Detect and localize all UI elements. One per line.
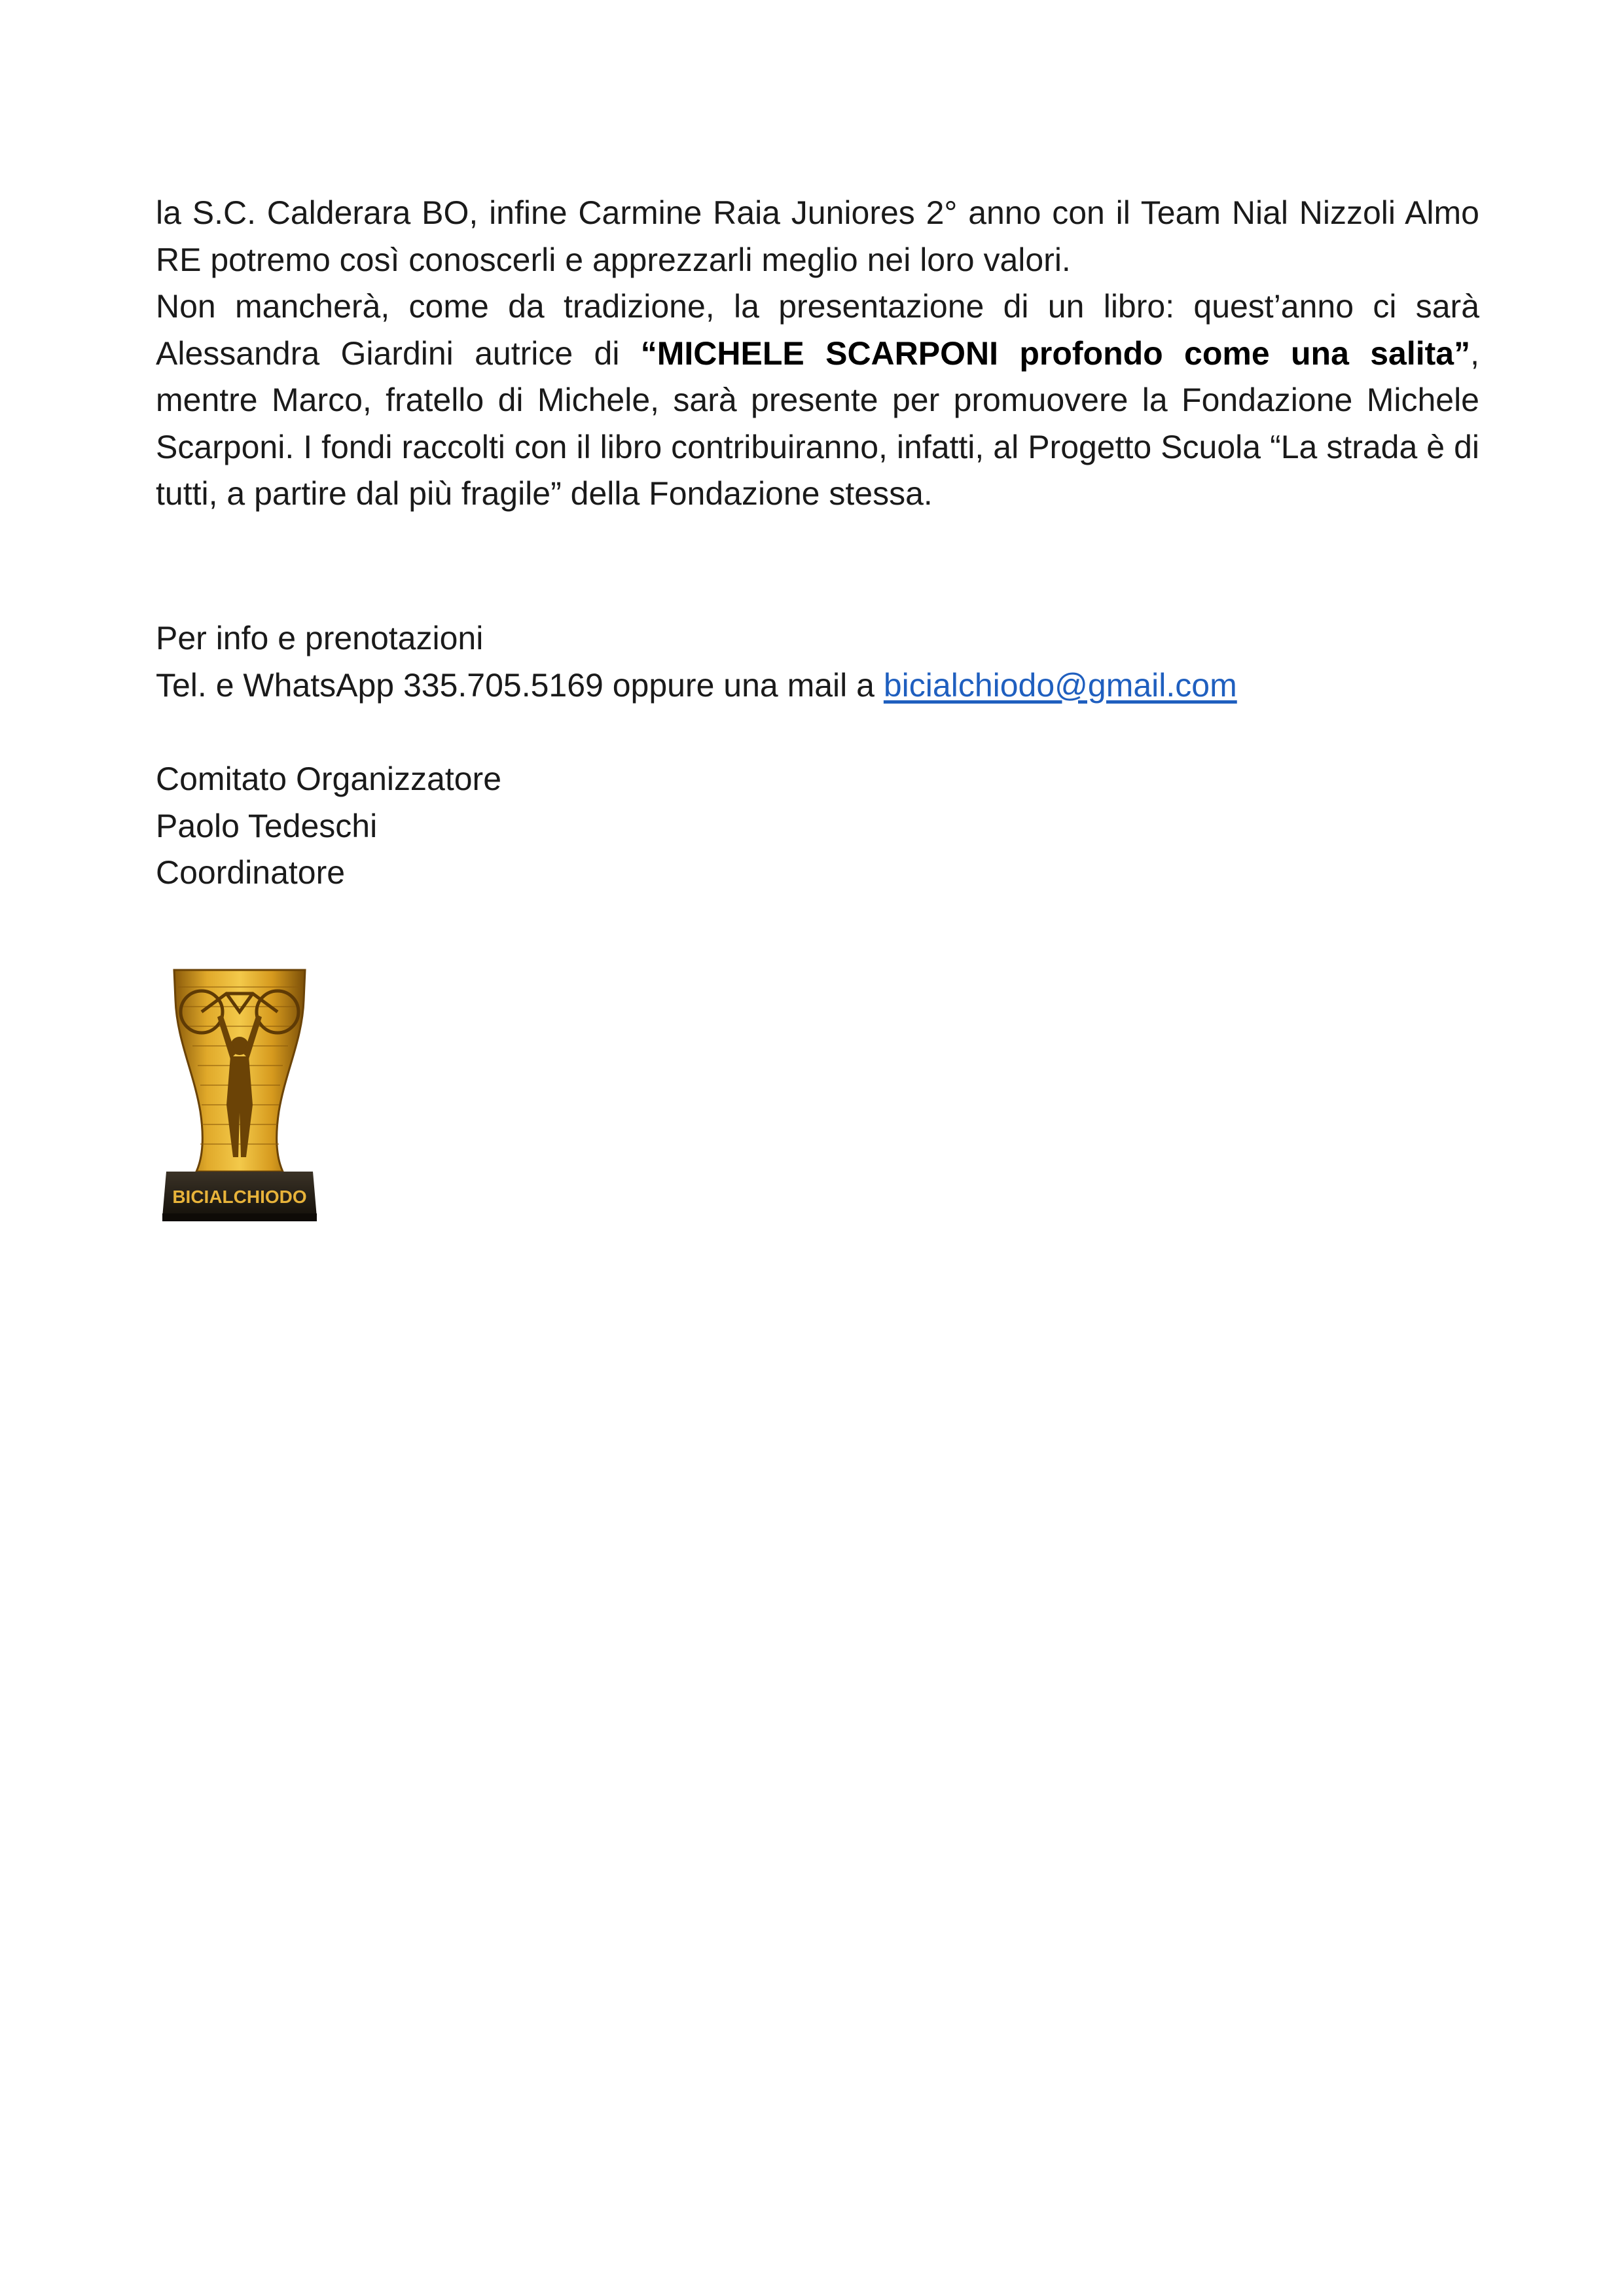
trophy-label: BICIALCHIODO [172,1187,307,1207]
paragraph-1 [156,190,1479,283]
signature-line-1: Comitato Organizzatore [156,761,502,797]
info-section [156,615,1479,709]
signature-line-3: Coordinatore [156,854,346,891]
body-text [156,190,1479,518]
bicialchiodo-logo [154,961,338,1249]
contact-line [156,662,1479,709]
email-link[interactable]: bicialchiodo@gmail.com [883,666,1237,704]
paragraph-2 [156,283,1479,518]
signature-section [156,756,1479,897]
trophy-icon [154,961,338,1249]
paragraph-2-text-b: , mentre Marco, fratello di Michele, sarà presente per promuovere la Fondazione Michele Scarponi. I fondi raccolti con il libro contribuiranno, infatti, al Progetto Scuola “La strada è di tutti, a partire dal più fragile” della Fondazione stessa. [156,334,1479,512]
signature-line-2: Paolo Tedeschi [156,807,378,844]
contact-text: Tel. e WhatsApp 335.705.5169 oppure una mail a [156,666,884,704]
book-title: “MICHELE SCARPONI profondo come una salita” [640,334,1471,372]
trophy-base-edge [162,1213,317,1221]
paragraph-2-text-a: Non mancherà, come da tradizione, la presentazione di un libro: quest’anno ci sarà Alessandra Giardini autrice di [156,288,1479,372]
info-heading: Per info e prenotazioni [156,620,484,656]
paragraph-1-text: la S.C. Calderara BO, infine Carmine Raia Juniores 2° anno con il Team Nial Nizzoli Almo RE potremo così conoscerli e apprezzarli meglio nei loro valori. [156,194,1479,278]
